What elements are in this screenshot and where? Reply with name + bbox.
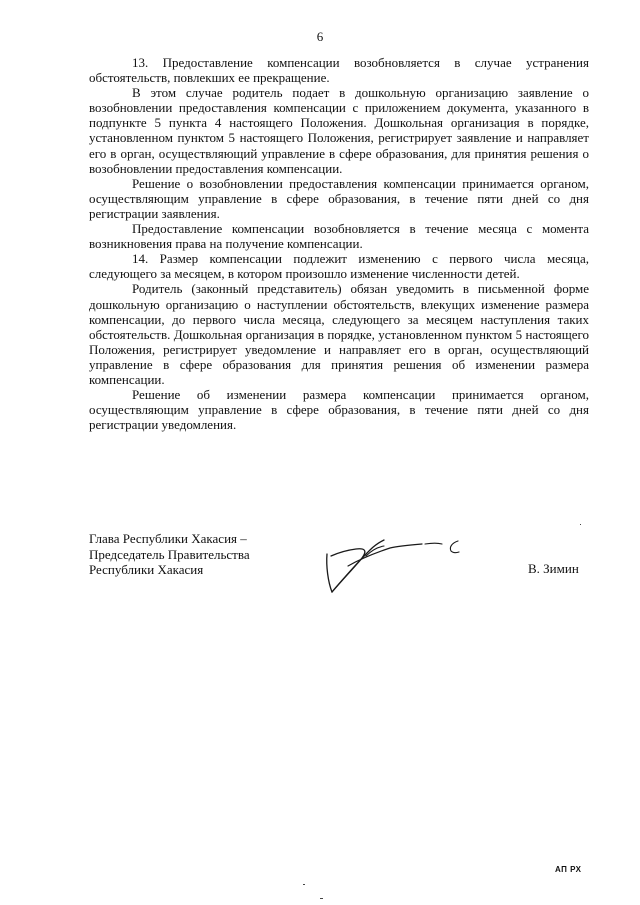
scan-speck	[303, 884, 305, 885]
scan-speck	[580, 524, 581, 525]
paragraph-resumption-decision: Решение о возобновлении предоставления компенсации принимается органом, осуществляющим управление в сфере образования, в течение пяти дней со дня регистрации заявления.	[89, 175, 589, 221]
paragraph-resumption-application: В этом случае родитель подает в дошкольную организацию заявление о возобновлении предоставления компенсации с приложением документа, указанного в подпункте 5 пункта 4 настоящего Положения. Дошкольная организация в порядке, установленном пунктом 5 настоящего Положения, регистрирует заявление и направляет его в орган, осуществляющий управление в сфере образования, для принятия решения о возобновлении предоставления компенсации.	[89, 85, 589, 176]
signatory-position	[89, 531, 250, 578]
paragraph-change-decision: Решение об изменении размера компенсации принимается органом, осуществляющим управление в сфере образования, в течение пяти дней со дня регистрации уведомления.	[89, 387, 589, 433]
handwritten-signature	[318, 528, 468, 600]
signatory-position-line: Глава Республики Хакасия –	[89, 531, 247, 546]
signatory-position-line: Республики Хакасия	[89, 562, 204, 577]
paragraph-14: 14. Размер компенсации подлежит изменению с первого числа месяца, следующего за месяцем, в котором произошло изменение численности детей.	[89, 251, 589, 282]
paragraph-parent-notification: Родитель (законный представитель) обязан уведомить в письменной форме дошкольную организацию о наступлении обстоятельств, влекущих изменение размера компенсации, до первого числа месяца, следующего за месяцем наступления таких обстоятельств. Дошкольная организация в порядке, установленном пунктом 5 настоящего Положения, регистрирует уведомление и направляет его в орган, осуществляющий управление в сфере образования для принятия решения об изменении размера компенсации.	[89, 281, 589, 387]
scan-speck	[320, 898, 323, 899]
paragraph-13: 13. Предоставление компенсации возобновляется в случае устранения обстоятельств, повлекших ее прекращение.	[89, 55, 589, 86]
page-number: 6	[316, 29, 324, 44]
document-body	[89, 55, 589, 432]
paragraph-resumption-term: Предоставление компенсации возобновляется в течение месяца с момента возникновения права на получение компенсации.	[89, 221, 589, 252]
footer-code: АП РХ	[555, 865, 582, 874]
signatory-name: В. Зимин	[528, 561, 579, 576]
signatory-position-line: Председатель Правительства	[89, 546, 250, 562]
